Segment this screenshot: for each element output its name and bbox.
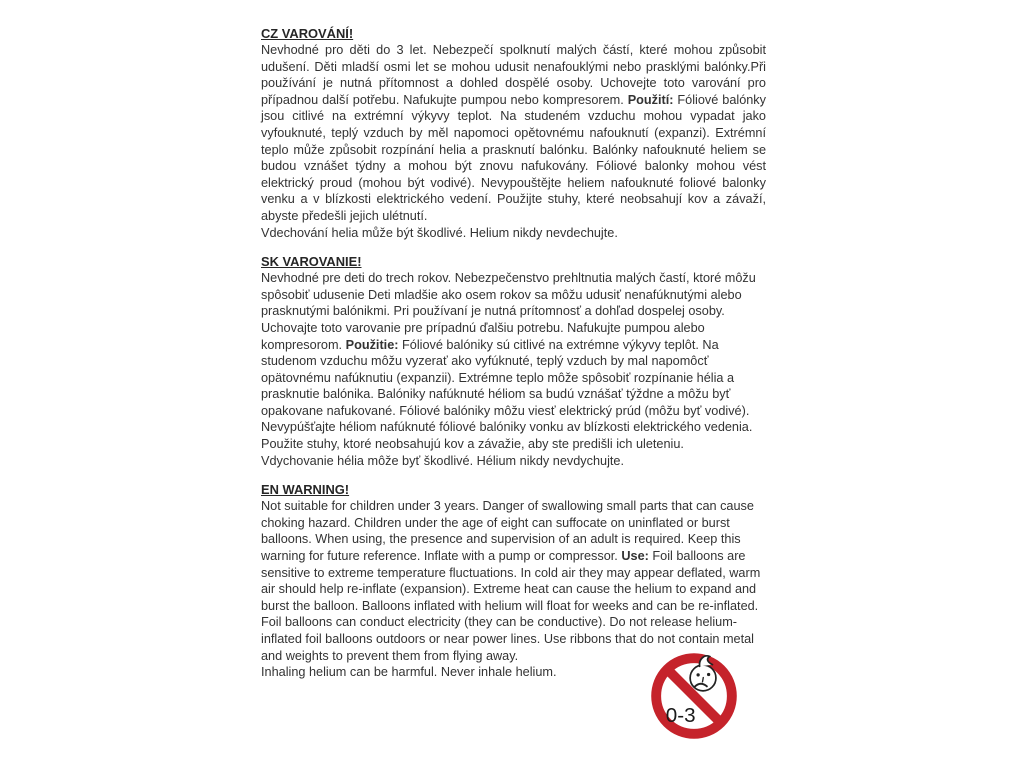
section-sk-footer-line: Vdychovanie hélia môže byť škodlivé. Hélium nikdy nevdychujte. bbox=[261, 453, 625, 468]
section-en-heading: EN WARNING! bbox=[261, 482, 350, 498]
section-en-body: Not suitable for children under 3 years. Danger of swallowing small parts that can cause choking hazard. Children under the age of eight can suffocate on uninflated or burst balloons. When using, the presence and supervision of an adult is required. Keep this warning for future reference. Inflate with a pump or compressor. Use: Foil balloons are sensitive to extreme temperature fluctuations. In cold air they may appear deflated, warm air should help re-inflate (expansion). Extreme heat can cause the helium to expand and burst the balloon. Balloons inflated with helium will float for weeks and can be re-inflated. Foil balloons can conduct electricity (they can be conductive). Do not release helium-inflated foil balloons outdoors or near power lines. Use ribbons that do not contain metal and weights to prevent them from flying away. bbox=[261, 499, 761, 663]
age-range-label: 0-3 bbox=[665, 704, 696, 728]
section-cz-body: Nevhodné pro děti do 3 let. Nebezpečí spolknutí malých částí, které mohou způsobit udušení. Děti mladší osmi let se mohou udusit nenafouklými nebo prasklými balónky.Při používání je nutná přítomnost a dohled dospělé osoby. Uchovejte toto varování pro případnou další potřebu. Nafukujte pumpou nebo kompresorem. Použití: Fóliové balónky jsou citlivé na extrémní výkyvy teplot. Na studeném vzduchu mohou vypadat jako vyfouknuté, teplý vzduch by měl napomoci opětovnému nafouknutí (expanzi). Extrémní teplo může způsobit rozpínání helia a prasknutí balónku. Balónky nafouknuté heliem se budou vznášet týdny a mohou být znovu nafukovány. Fóliové balonky mohou vést elektrický proud (mohou být vodivé). Nevypouštějte heliem nafouknuté foliové balonky venku a v blízkosti elektrického vedení. Použijte stuhy, které neobsahují kov a závaží, abyste předešli jejich ulétnutí. bbox=[261, 43, 766, 223]
section-en-footer-line: Inhaling helium can be harmful. Never inhale helium. bbox=[261, 665, 557, 680]
warning-document bbox=[261, 25, 766, 693]
baby-nose bbox=[703, 678, 704, 682]
baby-right-eye bbox=[707, 673, 710, 676]
prohibition-sign-icon bbox=[651, 653, 737, 739]
age-restriction-0-3-icon bbox=[651, 653, 737, 739]
baby-left-eye bbox=[696, 673, 699, 676]
section-cz-footer-line: Vdechování helia může být škodlivé. Helium nikdy nevdechujte. bbox=[261, 225, 618, 240]
section-sk-heading: SK VAROVANIE! bbox=[261, 254, 362, 270]
section-sk-warning bbox=[261, 253, 766, 469]
section-sk-body: Nevhodné pre deti do trech rokov. Nebezpečenstvo prehltnutia malých častí, ktoré môžu spôsobiť udusenie Deti mladšie ako osem rokov sa môžu udusiť nenafúknutými alebo prasknutými balónikmi. Pri používaní je nutná prítomnosť a dohľad dospelej osoby. Uchovajte toto varovanie pre prípadnú ďalšiu potrebu. Nafukujte pumpou alebo kompresorom. Použitie: Fóliové balóniky sú citlivé na extrémne výkyvy teplôt. Na studenom vzduchu môžu vyzerať ako vyfúknuté, teplý vzduch by mal napomôcť opätovnému nafúknutiu (expanzii). Extrémne teplo môže spôsobiť rozpínanie hélia a prasknutie balónika. Balóniky nafúknuté héliom sa budú vznášať týždne a môžu byť opakovane nafukované. Fóliové balóniky môžu viesť elektrický prúd (môžu byť vodivé). Nevypúšťajte héliom nafúknuté fóliové balóniky vonku av blízkosti elektrického vedenia. Použite stuhy, ktoré neobsahujú kov a závažie, aby ste predišli ich uleteniu. bbox=[261, 271, 756, 452]
section-cz-warning bbox=[261, 25, 766, 241]
section-cz-heading: CZ VAROVÁNÍ! bbox=[261, 26, 354, 41]
section-en-warning bbox=[261, 481, 766, 681]
